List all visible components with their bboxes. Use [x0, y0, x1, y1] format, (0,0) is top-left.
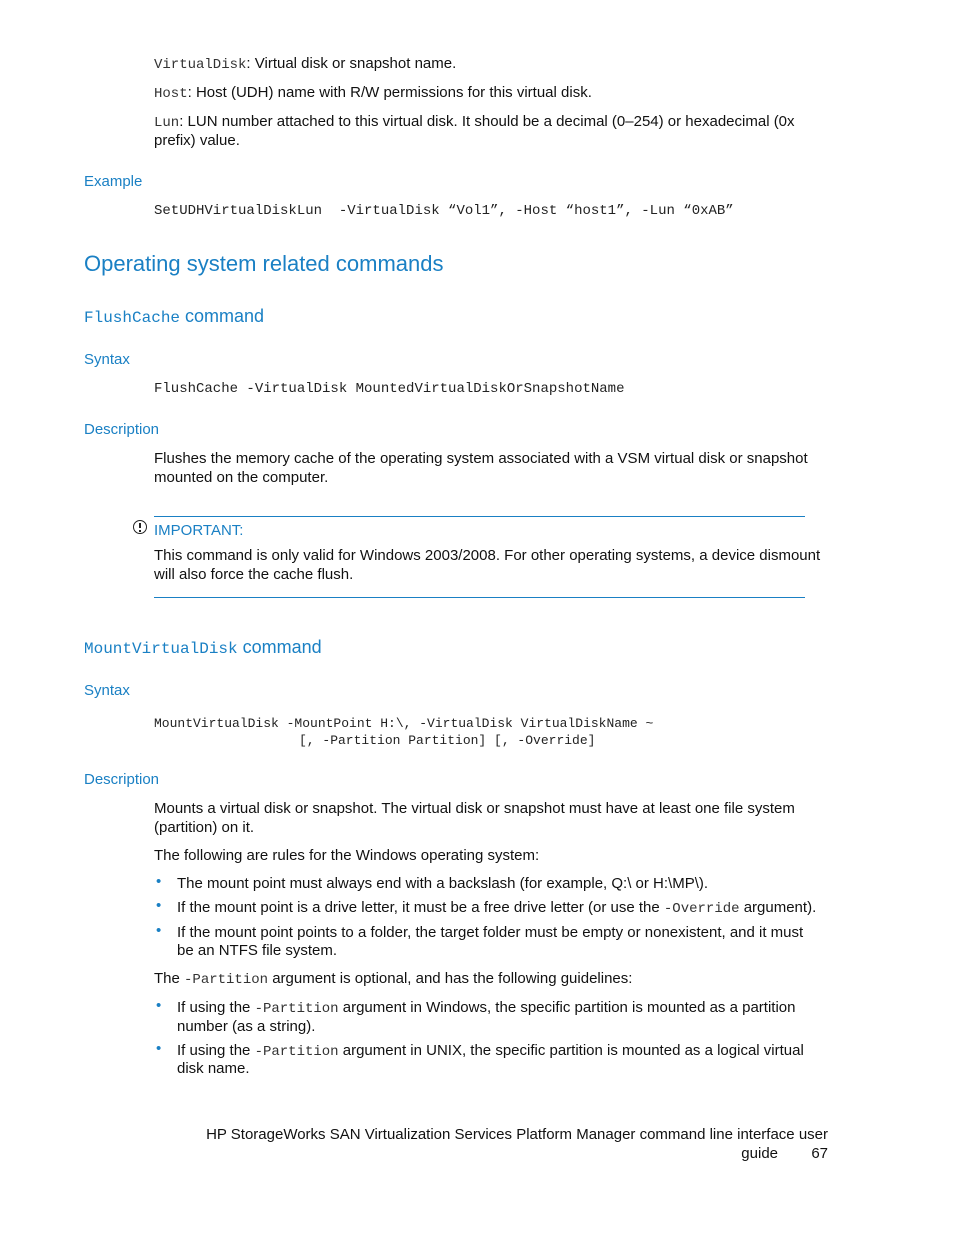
param-desc: : Virtual disk or snapshot name. — [246, 55, 457, 72]
partition-intro-pre: The — [154, 970, 185, 987]
mountvirtualdisk-title — [84, 637, 322, 658]
flushcache-syntax-code: FlushCache -VirtualDisk MountedVirtualDiskOrSnapshotName — [154, 381, 625, 397]
bullet-icon: • — [156, 873, 162, 890]
flushcache-description-line1: Flushes the memory cache of the operating system associated with a VSM virtual disk or snapshot — [154, 450, 808, 467]
flushcache-description-line2: mounted on the computer. — [154, 469, 329, 486]
partition-intro-mono: -Partition — [184, 972, 269, 988]
flushcache-syntax-heading: Syntax — [84, 351, 130, 368]
mountvirtualdisk-syntax-line1: MountVirtualDisk -MountPoint H:\, -VirtualDisk VirtualDiskName ~ — [154, 716, 654, 731]
guide-1-pre: If using the — [177, 999, 255, 1016]
guide-1-mono: -Partition — [254, 1001, 339, 1017]
flushcache-title-mono: FlushCache — [84, 309, 181, 327]
param-lun — [154, 112, 795, 133]
partition-intro — [154, 969, 632, 990]
guide-2-line1 — [177, 1041, 804, 1062]
rule-2-mono: -Override — [663, 901, 740, 917]
rule-2 — [177, 898, 816, 919]
example-code: SetUDHVirtualDiskLun -VirtualDisk “Vol1”, -Host “host1”, -Lun “0xAB” — [154, 203, 734, 219]
param-lun-desc-continued: prefix) value. — [154, 132, 240, 149]
rule-1: The mount point must always end with a backslash (for example, Q:\ or H:\MP\). — [177, 875, 709, 892]
param-name: Host — [154, 86, 188, 102]
param-host — [154, 83, 592, 104]
guide-1-post: argument in Windows, the specific partition is mounted as a partition — [338, 999, 796, 1016]
partition-intro-post: argument is optional, and has the following guidelines: — [268, 970, 633, 987]
guide-2-line2: disk name. — [177, 1060, 250, 1077]
bullet-icon: • — [156, 922, 162, 939]
flushcache-description-heading: Description — [84, 421, 160, 438]
param-name: VirtualDisk — [154, 57, 247, 73]
bullet-icon: • — [156, 997, 162, 1014]
rules-intro: The following are rules for the Windows operating system: — [154, 847, 540, 864]
param-desc: : LUN number attached to this virtual disk. It should be a decimal (0–254) or hexadecimal (0x — [179, 113, 795, 130]
page-number: 67 — [811, 1145, 828, 1162]
guide-2-post: argument in UNIX, the specific partition is mounted as a logical virtual — [338, 1042, 804, 1059]
mountvirtualdisk-syntax-line2: [, -Partition Partition] [, -Override] — [299, 733, 596, 748]
mountvirtualdisk-title-text: command — [237, 637, 322, 657]
param-virtualdisk — [154, 54, 456, 75]
important-top-rule — [154, 516, 805, 517]
important-text-line2: will also force the cache flush. — [154, 566, 354, 583]
example-heading: Example — [84, 173, 143, 190]
important-bottom-rule — [154, 597, 805, 598]
footer-guide-title: HP StorageWorks SAN Virtualization Services Platform Manager command line interface user — [206, 1126, 828, 1143]
flushcache-title-text: command — [180, 306, 265, 326]
mountvirtualdisk-syntax-heading: Syntax — [84, 682, 130, 699]
bullet-icon: • — [156, 897, 162, 914]
guide-2-pre: If using the — [177, 1042, 255, 1059]
footer-guide-title-continued: guide — [741, 1145, 778, 1162]
guide-2-mono: -Partition — [254, 1044, 339, 1060]
rule-2-post: argument). — [739, 899, 817, 916]
mountvirtualdisk-title-mono: MountVirtualDisk — [84, 640, 238, 658]
important-label: IMPORTANT: — [154, 522, 244, 539]
rule-3-line1: If the mount point points to a folder, the target folder must be empty or nonexistent, and it must — [177, 924, 804, 941]
mountvirtualdisk-description-heading: Description — [84, 771, 160, 788]
important-text-line1: This command is only valid for Windows 2003/2008. For other operating systems, a device dismount — [154, 547, 821, 564]
section-title: Operating system related commands — [84, 251, 444, 276]
mountvirtualdisk-description-line2: (partition) on it. — [154, 819, 255, 836]
rule-3-line2: be an NTFS file system. — [177, 942, 338, 959]
param-desc: : Host (UDH) name with R/W permissions for this virtual disk. — [187, 84, 592, 101]
guide-1-line1 — [177, 998, 795, 1019]
bullet-icon: • — [156, 1040, 162, 1057]
mountvirtualdisk-description-line1: Mounts a virtual disk or snapshot. The virtual disk or snapshot must have at least one file system — [154, 800, 795, 817]
guide-1-line2: number (as a string). — [177, 1018, 316, 1035]
rule-2-pre: If the mount point is a drive letter, it must be a free drive letter (or use the — [177, 899, 664, 916]
important-exclamation-icon — [133, 520, 147, 534]
flushcache-title — [84, 306, 264, 327]
param-name: Lun — [154, 115, 180, 131]
